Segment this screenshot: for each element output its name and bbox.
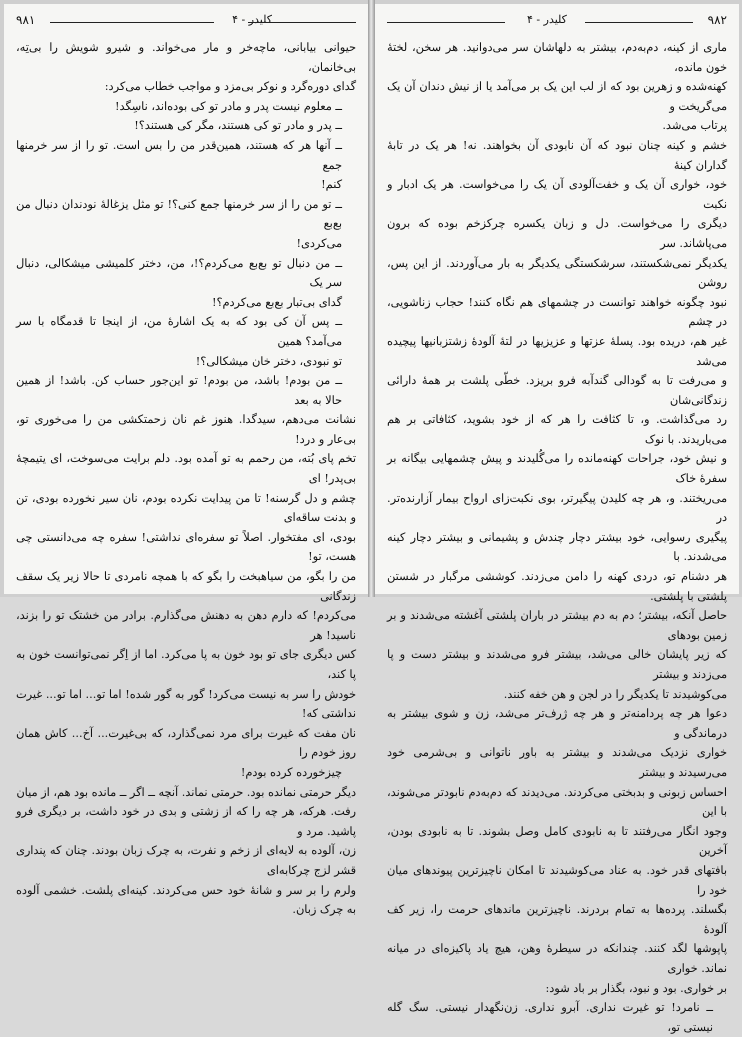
text-line: خواری نزدیک می‌شدند و بیشتر به باور ناتوانی و بی‌شرمی خود می‌رسیدند و بیشتر [387, 746, 727, 779]
right-page-body [387, 38, 727, 1034]
text-line: پیگیری رسوایی، خود بیشتر دچار چندش و پشیمانی و بیشتر دچار کینه می‌شدند. با [387, 530, 727, 564]
text-line: غیر هم، دریده بود. پسلهٔ عزتها و عزیزیها در لتهٔ آلودهٔ زشتزبانیها پیچیده می‌شد [387, 334, 727, 368]
text-line: کنم! [321, 178, 342, 192]
text-line: پاپوشها لگد کنند. چندانکه در سیطرهٔ وهن، هیچ یاد پاکیزه‌ای در میانه نماند. خواری [387, 942, 727, 975]
header-rule [248, 22, 356, 23]
text-line: دعوا هر چه پردامنه‌تر و هر چه ژرف‌تر می‌شد، زن و شوی بیشتر به درماندگی و [387, 707, 727, 740]
text-line: رفت. هرکه، هر چه را که از زشتی و بدی در خود داشت، بر دیگری فرو پاشید. مرد و [16, 805, 356, 838]
text-line: خشم و کینه چنان نبود که آن نابودی آن بخواهند. نه! هر یک در تابهٔ گداران کینهٔ [387, 138, 727, 172]
text-line: حیوانی بیابانی، ماچه‌خر و مار می‌خواند. و شیرو شویش را بی‌تِه، بی‌خانمان، [16, 41, 356, 74]
text-line: می‌ریختند. و، هر چه کلیدن پیگیرتر، بوی نکبت‌زای ارواح بیمار آزارنده‌تر. در [387, 491, 727, 525]
text-line: دیگری را می‌خواست. دل و زبان یکسره چرکزخم بوده که برون می‌پاشاند. سر [387, 217, 727, 250]
text-line: ــ من دنبال تو بع‌بع می‌کردم؟!، من، دختر کلمیشی میشکالی، دنبال سر یک [16, 256, 342, 290]
text-line: احساس زبونی و بدبختی می‌کردند. می‌دیدند که دم‌به‌دم نابودتر می‌شوند، با این [387, 785, 727, 819]
running-title: کلیدر - ۴ [527, 13, 567, 26]
text-line: یکدیگر نمی‌شکستند، سرشکستگی یکدیگر به بار می‌آوردند. از این پس، روشن [387, 256, 727, 290]
text-line: ــ من بودم! باشد، من بودم! تو این‌جور حساب کن. باشد! از همین حالا به بعد [16, 374, 342, 407]
text-line: هر دشنام تو، دردی کهنه را دامن می‌زدند. کوششی مرگبار در شستن پلشتی با پلشتی. [387, 570, 727, 603]
text-line: ولرم را بر سر و شانهٔ خود حس می‌کردند. کینه‌ای پلشت. خشمی آلوده به چرک زبان. [16, 883, 356, 917]
text-line: ــ معلوم نیست پدر و مادر تو کی بوده‌اند، ناسِگد! [114, 99, 342, 113]
text-line: گدای دوره‌گرد و نوکر بی‌مزد و مواجب خطاب می‌کرد: [104, 80, 356, 94]
text-line: حاصل آنکه، بیشتر؛ دم به دم بیشتر در باران پلشتی آغشته می‌شدند و بر زمین بودهای [387, 609, 727, 642]
text-line: ماری از کینه، دم‌به‌دم، بیشتر به دلهاشان سر می‌دوانید. هر سخن، لختهٔ خون مانده، [387, 41, 727, 74]
text-line: می‌کوشیدند تا یکدیگر را در لجن و هن خفه کنند. [503, 687, 727, 701]
text-line: گدای بی‌تبار بع‌بع می‌کردم؟! [211, 295, 342, 309]
running-title: کلیدر - ۴ [232, 13, 272, 26]
text-line: و می‌رفت تا به گودالی گندآبه فرو بریزد. خطّی پلشت بر همهٔ دارائی زندگانی‌شان [387, 374, 727, 407]
text-line: چیزخورده کرده بودم! [240, 765, 342, 779]
text-line: وجود انگار می‌رفتند تا به نابودی کامل وصل بشوند. تا به نابودی بودن، آخرین [387, 824, 727, 858]
text-line: ــ آنها هر که هستند، همین‌قدر من را بس است. تو را از سر خرمنها جمع [16, 138, 342, 172]
text-line: پرتاب می‌شد. [662, 119, 727, 133]
header-rule [585, 22, 693, 23]
right-page [375, 4, 739, 1034]
text-line: تخم پای بُته، من رحمم به تو آمده بود. دلم برایت می‌سوخت، ای یتیمچهٔ بی‌پدر! ای [16, 452, 356, 486]
text-line: زن، آلوده به لایه‌ای از زخم و نفرت، به چرک زبان بودند. چنان که پنداری قشر لزج چرکابه‌ای [16, 844, 356, 877]
text-line: خود، خواری آن یک و خفت‌آلودی آن یک را می‌خواست. هر یک ادبار و نکبت [387, 178, 727, 211]
text-line: بر خواری. بود و نبود، بگذار بر باد شود: [545, 981, 727, 995]
text-line: دیگر حرمتی نمانده بود. حرمتی نماند. آنچه ــ اگر ــ مانده بود هم، از میان [16, 785, 356, 799]
text-line: چشم و دل گرسنه! تا من پیدایت نکرده بودم، نان سیر نخورده بودی، تن و بدنت ساقه‌ای [16, 491, 356, 525]
text-line: من را بگو، من سیاهبخت را بگو که با همچه نامردی تا حالا زیر یک سقف زندگانی [16, 570, 356, 603]
text-line: و نیش خود، جراحات کهنه‌مانده را می‌گُلیدند و پیش چشمهایی بیگانه بر سفرهٔ خاک [387, 452, 727, 486]
header-rule [387, 22, 505, 23]
text-line: که زیر پایشان خالی می‌شد، بیشتر فرو می‌شدند و بیشتر دست و پا می‌زدند و بیشتر [387, 648, 727, 681]
left-page-header [16, 12, 356, 32]
text-line: خودش را سر به نیست می‌کرد! گور به گور شده! اما تو... اما تو... غیرت نداشتی که! [16, 687, 356, 721]
text-line: نبود چگونه خواهند توانست در چشمهای هم نگاه کنند! حجاب زناشویی، در چشم [387, 295, 727, 329]
page-number: ٩٨٢ [707, 13, 727, 27]
right-page-header [387, 12, 727, 32]
book-gutter [368, 0, 375, 597]
page-number: ٩٨١ [16, 13, 36, 27]
text-line: می‌کردم! که دارم دهن به دهنش می‌گذارم. برادر من خشتک تو را بزند، ناسید! هر [16, 609, 356, 642]
left-page [4, 4, 368, 917]
text-line: بودی، ای مفتخوار. اصلاً تو سفره‌ای نداشتی! سفره چه می‌دانستی چی هست، تو! [16, 530, 356, 564]
text-line: ــ تو من را از سر خرمنها جمع کنی؟! تو مثل یزغالهٔ نودندان دنبال من بع‌بع [16, 197, 342, 231]
left-page-body [16, 38, 356, 917]
text-line: نان مفت که غیرت برای مرد نمی‌گذارد، که بی‌غیرت... آخ... کاش همان روز خودم را [16, 726, 356, 760]
text-line: کس دیگری جای تو بود خون به پا می‌کرد. اما از اِگر نمی‌توانست خون به پا کند، [16, 648, 356, 681]
text-line: بافتهای قدر خود. به عناد می‌کوشیدند تا امکان ناچیزترین پیوندهای میان خود را [387, 863, 727, 897]
text-line: ــ نامرد! تو غیرت نداری. آبرو نداری. زن‌نگهدار نیستی. سگ گله نیستی تو، [387, 1001, 713, 1034]
text-line: رد می‌گذاشت. و، تا کثافت را هر که از خود بشوید، کثافاتی بر هم می‌باریدند. با نوک [387, 413, 727, 446]
text-line: ــ پدر و مادر تو کی هستند، مگر کی هستند؟! [134, 119, 342, 133]
text-line: ــ پس آن کی بود که به یک اشارهٔ من، از اینجا تا قدمگاه با سر می‌آمد؟ همین [16, 315, 342, 348]
text-line: کهنه‌شده و زهرین بود که از لب این یک بر می‌آمد یا از نیش دندان آن یک می‌گریخت و [387, 80, 727, 113]
text-line: نشانت می‌دهم، سیدگدا. هنوز غم نان زحمتکشی من را می‌خوری تو، بی‌عار و درد! [16, 413, 356, 446]
text-line: می‌کردی! [296, 236, 342, 250]
text-line: بگسلند. پرده‌ها به تمام بردرند. ناچیزترین ماندهای حرمت را، زیر کف آلودهٔ [387, 903, 727, 936]
header-rule [50, 22, 214, 23]
text-line: تو نبودی، دختر خان میشکالی؟! [195, 354, 342, 368]
